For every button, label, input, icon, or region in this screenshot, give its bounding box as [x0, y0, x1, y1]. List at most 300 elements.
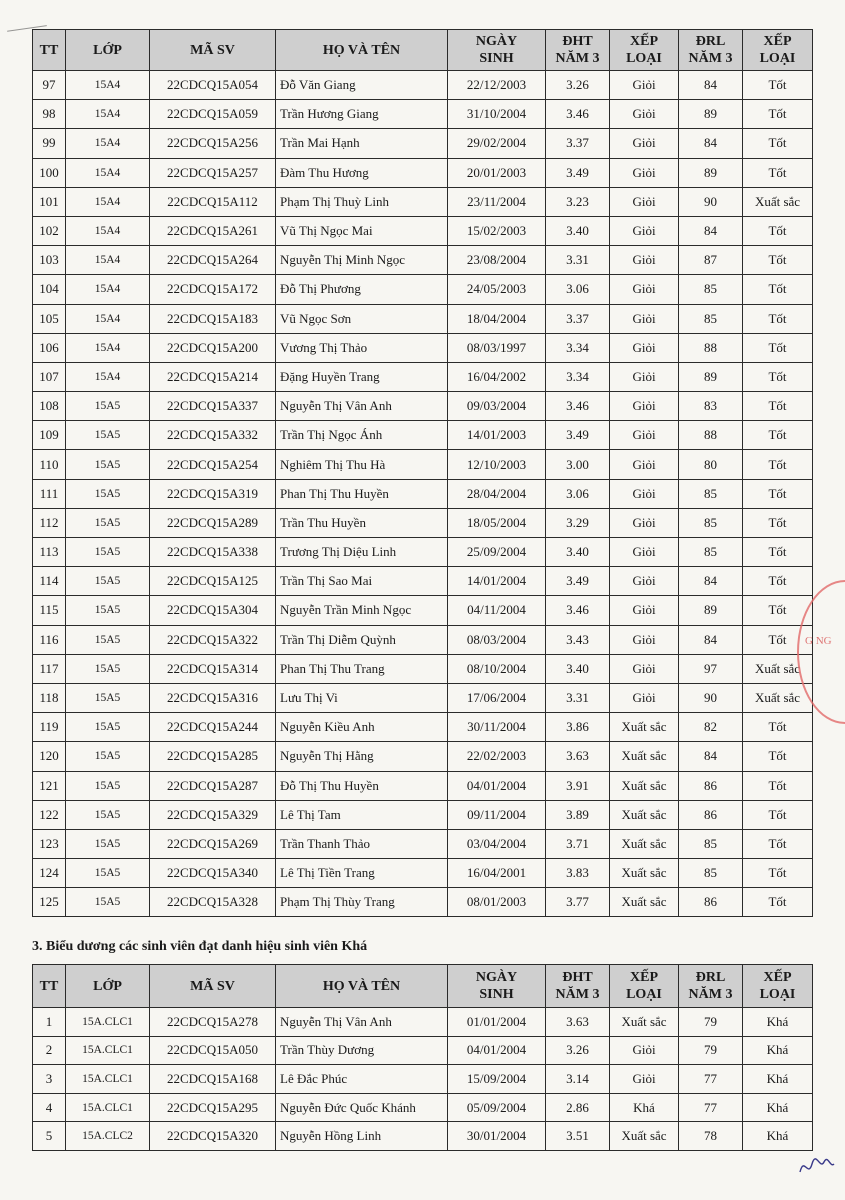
cell-drl: 77 — [679, 1093, 743, 1122]
cell-drl: 85 — [679, 508, 743, 537]
table-row — [33, 771, 813, 800]
cell-dht: 3.29 — [546, 508, 610, 537]
cell-masv: 22CDCQ15A287 — [150, 771, 276, 800]
table-row — [33, 479, 813, 508]
table-row — [33, 1122, 813, 1151]
cell-masv: 22CDCQ15A289 — [150, 508, 276, 537]
cell-xeploai-drl: Tốt — [743, 362, 813, 391]
cell-drl: 88 — [679, 333, 743, 362]
cell-masv: 22CDCQ15A322 — [150, 625, 276, 654]
cell-xeploai: Giỏi — [610, 246, 679, 275]
cell-masv: 22CDCQ15A054 — [150, 71, 276, 100]
cell-ngaysinh: 04/01/2004 — [448, 1036, 546, 1065]
cell-tt: 122 — [33, 800, 66, 829]
cell-dht: 3.26 — [546, 1036, 610, 1065]
cell-xeploai: Giỏi — [610, 362, 679, 391]
cell-lop: 15A5 — [66, 829, 150, 858]
cell-masv: 22CDCQ15A214 — [150, 362, 276, 391]
cell-lop: 15A5 — [66, 392, 150, 421]
cell-lop: 15A5 — [66, 538, 150, 567]
cell-lop: 15A.CLC1 — [66, 1036, 150, 1065]
cell-drl: 86 — [679, 800, 743, 829]
header-xeploai: XẾP LOẠI — [610, 965, 679, 1008]
cell-dht: 3.86 — [546, 713, 610, 742]
cell-dht: 3.31 — [546, 683, 610, 712]
cell-dht: 3.46 — [546, 100, 610, 129]
cell-drl: 79 — [679, 1036, 743, 1065]
table-row — [33, 654, 813, 683]
table-row — [33, 158, 813, 187]
cell-xeploai-drl: Tốt — [743, 596, 813, 625]
cell-dht: 3.63 — [546, 742, 610, 771]
cell-ngaysinh: 04/11/2004 — [448, 596, 546, 625]
cell-dht: 3.91 — [546, 771, 610, 800]
cell-masv: 22CDCQ15A059 — [150, 100, 276, 129]
cell-ngaysinh: 14/01/2003 — [448, 421, 546, 450]
cell-masv: 22CDCQ15A329 — [150, 800, 276, 829]
cell-lop: 15A5 — [66, 713, 150, 742]
cell-ngaysinh: 29/02/2004 — [448, 129, 546, 158]
header-masv: MÃ SV — [150, 965, 276, 1008]
cell-xeploai: Xuất sắc — [610, 713, 679, 742]
cell-xeploai-drl: Tốt — [743, 421, 813, 450]
cell-xeploai-drl: Xuất sắc — [743, 683, 813, 712]
cell-lop: 15A5 — [66, 683, 150, 712]
cell-drl: 84 — [679, 216, 743, 245]
cell-hoten: Lưu Thị Vi — [276, 683, 448, 712]
cell-lop: 15A4 — [66, 158, 150, 187]
cell-tt: 121 — [33, 771, 66, 800]
table-row — [33, 596, 813, 625]
cell-masv: 22CDCQ15A257 — [150, 158, 276, 187]
cell-xeploai-drl: Tốt — [743, 567, 813, 596]
header-tt: TT — [33, 30, 66, 71]
table-row — [33, 1093, 813, 1122]
cell-hoten: Trần Mai Hạnh — [276, 129, 448, 158]
cell-dht: 3.49 — [546, 158, 610, 187]
cell-dht: 3.37 — [546, 129, 610, 158]
cell-ngaysinh: 03/04/2004 — [448, 829, 546, 858]
cell-ngaysinh: 04/01/2004 — [448, 771, 546, 800]
cell-dht: 3.40 — [546, 216, 610, 245]
cell-tt: 107 — [33, 362, 66, 391]
table-row — [33, 187, 813, 216]
table-header-row — [33, 965, 813, 1008]
cell-lop: 15A5 — [66, 771, 150, 800]
header-lop: LỚP — [66, 30, 150, 71]
table-row — [33, 392, 813, 421]
cell-dht: 3.23 — [546, 187, 610, 216]
cell-xeploai: Giỏi — [610, 654, 679, 683]
cell-xeploai-drl: Tốt — [743, 625, 813, 654]
cell-lop: 15A4 — [66, 216, 150, 245]
cell-ngaysinh: 05/09/2004 — [448, 1093, 546, 1122]
cell-drl: 86 — [679, 771, 743, 800]
cell-dht: 2.86 — [546, 1093, 610, 1122]
cell-dht: 3.83 — [546, 859, 610, 888]
cell-masv: 22CDCQ15A269 — [150, 829, 276, 858]
cell-dht: 3.46 — [546, 392, 610, 421]
cell-hoten: Nguyễn Thị Vân Anh — [276, 392, 448, 421]
cell-ngaysinh: 23/08/2004 — [448, 246, 546, 275]
cell-xeploai-drl: Khá — [743, 1036, 813, 1065]
cell-lop: 15A5 — [66, 625, 150, 654]
header-hoten: HỌ VÀ TÊN — [276, 30, 448, 71]
table-row — [33, 1008, 813, 1037]
header-ngaysinh: NGÀY SINH — [448, 965, 546, 1008]
cell-dht: 3.63 — [546, 1008, 610, 1037]
cell-tt: 103 — [33, 246, 66, 275]
cell-drl: 85 — [679, 275, 743, 304]
cell-masv: 22CDCQ15A172 — [150, 275, 276, 304]
cell-dht: 3.49 — [546, 421, 610, 450]
cell-ngaysinh: 16/04/2002 — [448, 362, 546, 391]
cell-lop: 15A5 — [66, 742, 150, 771]
cell-xeploai-drl: Tốt — [743, 771, 813, 800]
cell-masv: 22CDCQ15A254 — [150, 450, 276, 479]
section-3-title: 3. Biểu dương các sinh viên đạt danh hiệu sinh viên Khá — [32, 939, 368, 954]
cell-masv: 22CDCQ15A125 — [150, 567, 276, 596]
table-row — [33, 333, 813, 362]
cell-xeploai: Giỏi — [610, 304, 679, 333]
cell-ngaysinh: 25/09/2004 — [448, 538, 546, 567]
table-row — [33, 246, 813, 275]
cell-xeploai: Giỏi — [610, 129, 679, 158]
cell-hoten: Lê Thị Tiền Trang — [276, 859, 448, 888]
cell-xeploai-drl: Tốt — [743, 304, 813, 333]
cell-tt: 118 — [33, 683, 66, 712]
cell-xeploai: Giỏi — [610, 567, 679, 596]
table-row — [33, 71, 813, 100]
cell-tt: 109 — [33, 421, 66, 450]
cell-dht: 3.31 — [546, 246, 610, 275]
cell-masv: 22CDCQ15A264 — [150, 246, 276, 275]
table-row — [33, 275, 813, 304]
cell-hoten: Đỗ Thị Phương — [276, 275, 448, 304]
cell-hoten: Trương Thị Diệu Linh — [276, 538, 448, 567]
cell-tt: 115 — [33, 596, 66, 625]
cell-drl: 79 — [679, 1008, 743, 1037]
cell-ngaysinh: 30/11/2004 — [448, 713, 546, 742]
cell-hoten: Vương Thị Thảo — [276, 333, 448, 362]
cell-ngaysinh: 09/03/2004 — [448, 392, 546, 421]
cell-tt: 106 — [33, 333, 66, 362]
cell-xeploai-drl: Tốt — [743, 713, 813, 742]
cell-dht: 3.51 — [546, 1122, 610, 1151]
cell-lop: 15A4 — [66, 362, 150, 391]
cell-xeploai: Giỏi — [610, 333, 679, 362]
cell-hoten: Nguyễn Kiều Anh — [276, 713, 448, 742]
cell-drl: 89 — [679, 362, 743, 391]
table-row — [33, 859, 813, 888]
cell-xeploai-drl: Xuất sắc — [743, 187, 813, 216]
cell-hoten: Phạm Thị Thuỳ Linh — [276, 187, 448, 216]
cell-lop: 15A5 — [66, 800, 150, 829]
cell-lop: 15A4 — [66, 275, 150, 304]
cell-hoten: Nguyễn Đức Quốc Khánh — [276, 1093, 448, 1122]
header-hoten: HỌ VÀ TÊN — [276, 965, 448, 1008]
cell-dht: 3.43 — [546, 625, 610, 654]
cell-ngaysinh: 24/05/2003 — [448, 275, 546, 304]
cell-masv: 22CDCQ15A285 — [150, 742, 276, 771]
cell-hoten: Nguyễn Thị Hằng — [276, 742, 448, 771]
cell-hoten: Lê Thị Tam — [276, 800, 448, 829]
cell-ngaysinh: 20/01/2003 — [448, 158, 546, 187]
cell-hoten: Đàm Thu Hương — [276, 158, 448, 187]
cell-xeploai: Xuất sắc — [610, 859, 679, 888]
cell-masv: 22CDCQ15A337 — [150, 392, 276, 421]
cell-hoten: Trần Thị Diễm Quỳnh — [276, 625, 448, 654]
cell-masv: 22CDCQ15A304 — [150, 596, 276, 625]
header-xeploai-drl: XẾP LOẠI — [743, 965, 813, 1008]
cell-xeploai-drl: Tốt — [743, 888, 813, 917]
student-table-gioi — [32, 29, 813, 917]
cell-drl: 78 — [679, 1122, 743, 1151]
table-row — [33, 508, 813, 537]
cell-drl: 87 — [679, 246, 743, 275]
cell-ngaysinh: 22/12/2003 — [448, 71, 546, 100]
cell-tt: 102 — [33, 216, 66, 245]
cell-tt: 105 — [33, 304, 66, 333]
cell-drl: 77 — [679, 1065, 743, 1094]
cell-drl: 86 — [679, 888, 743, 917]
cell-xeploai-drl: Tốt — [743, 742, 813, 771]
header-tt: TT — [33, 965, 66, 1008]
cell-dht: 3.71 — [546, 829, 610, 858]
cell-drl: 89 — [679, 596, 743, 625]
cell-masv: 22CDCQ15A314 — [150, 654, 276, 683]
cell-lop: 15A4 — [66, 129, 150, 158]
cell-xeploai: Giỏi — [610, 508, 679, 537]
cell-xeploai: Giỏi — [610, 1065, 679, 1094]
cell-masv: 22CDCQ15A295 — [150, 1093, 276, 1122]
header-xeploai: XẾP LOẠI — [610, 30, 679, 71]
cell-xeploai: Giỏi — [610, 71, 679, 100]
cell-hoten: Phan Thị Thu Trang — [276, 654, 448, 683]
header-lop: LỚP — [66, 965, 150, 1008]
cell-masv: 22CDCQ15A256 — [150, 129, 276, 158]
cell-hoten: Trần Thùy Dương — [276, 1036, 448, 1065]
cell-xeploai-drl: Tốt — [743, 538, 813, 567]
cell-ngaysinh: 08/01/2003 — [448, 888, 546, 917]
cell-xeploai-drl: Tốt — [743, 100, 813, 129]
cell-masv: 22CDCQ15A319 — [150, 479, 276, 508]
cell-xeploai-drl: Tốt — [743, 450, 813, 479]
cell-drl: 84 — [679, 625, 743, 654]
cell-lop: 15A4 — [66, 71, 150, 100]
cell-tt: 125 — [33, 888, 66, 917]
cell-lop: 15A5 — [66, 567, 150, 596]
cell-drl: 84 — [679, 71, 743, 100]
cell-lop: 15A4 — [66, 100, 150, 129]
cell-xeploai-drl: Tốt — [743, 246, 813, 275]
cell-xeploai-drl: Tốt — [743, 392, 813, 421]
cell-dht: 3.34 — [546, 362, 610, 391]
cell-tt: 120 — [33, 742, 66, 771]
cell-tt: 4 — [33, 1093, 66, 1122]
cell-hoten: Nguyễn Trần Minh Ngọc — [276, 596, 448, 625]
table-row — [33, 1065, 813, 1094]
cell-hoten: Trần Thanh Thảo — [276, 829, 448, 858]
table-row — [33, 100, 813, 129]
cell-tt: 99 — [33, 129, 66, 158]
cell-lop: 15A5 — [66, 479, 150, 508]
header-drl: ĐRL NĂM 3 — [679, 965, 743, 1008]
cell-lop: 15A5 — [66, 421, 150, 450]
table-row — [33, 683, 813, 712]
cell-hoten: Phan Thị Thu Huyền — [276, 479, 448, 508]
table-header-row — [33, 30, 813, 71]
cell-masv: 22CDCQ15A340 — [150, 859, 276, 888]
cell-xeploai-drl: Tốt — [743, 829, 813, 858]
cell-hoten: Trần Hương Giang — [276, 100, 448, 129]
cell-xeploai: Xuất sắc — [610, 1122, 679, 1151]
cell-tt: 110 — [33, 450, 66, 479]
cell-lop: 15A4 — [66, 187, 150, 216]
cell-xeploai-drl: Khá — [743, 1008, 813, 1037]
cell-hoten: Phạm Thị Thùy Trang — [276, 888, 448, 917]
cell-xeploai: Giỏi — [610, 216, 679, 245]
cell-hoten: Nguyễn Thị Vân Anh — [276, 1008, 448, 1037]
cell-masv: 22CDCQ15A050 — [150, 1036, 276, 1065]
cell-drl: 85 — [679, 829, 743, 858]
cell-xeploai: Khá — [610, 1093, 679, 1122]
cell-dht: 3.77 — [546, 888, 610, 917]
cell-tt: 97 — [33, 71, 66, 100]
cell-lop: 15A4 — [66, 333, 150, 362]
cell-ngaysinh: 18/05/2004 — [448, 508, 546, 537]
cell-tt: 101 — [33, 187, 66, 216]
cell-drl: 97 — [679, 654, 743, 683]
cell-drl: 85 — [679, 304, 743, 333]
cell-ngaysinh: 01/01/2004 — [448, 1008, 546, 1037]
cell-lop: 15A5 — [66, 450, 150, 479]
cell-hoten: Trần Thu Huyền — [276, 508, 448, 537]
cell-xeploai-drl: Xuất sắc — [743, 654, 813, 683]
header-xeploai-drl: XẾP LOẠI — [743, 30, 813, 71]
cell-tt: 117 — [33, 654, 66, 683]
cell-hoten: Đỗ Văn Giang — [276, 71, 448, 100]
cell-lop: 15A5 — [66, 859, 150, 888]
cell-xeploai: Giỏi — [610, 392, 679, 421]
cell-hoten: Lê Đắc Phúc — [276, 1065, 448, 1094]
cell-xeploai: Xuất sắc — [610, 1008, 679, 1037]
cell-ngaysinh: 18/04/2004 — [448, 304, 546, 333]
cell-xeploai: Giỏi — [610, 625, 679, 654]
cell-masv: 22CDCQ15A112 — [150, 187, 276, 216]
cell-masv: 22CDCQ15A244 — [150, 713, 276, 742]
cell-dht: 3.37 — [546, 304, 610, 333]
cell-hoten: Nguyễn Hồng Linh — [276, 1122, 448, 1151]
cell-ngaysinh: 14/01/2004 — [448, 567, 546, 596]
cell-drl: 90 — [679, 683, 743, 712]
cell-hoten: Trần Thị Sao Mai — [276, 567, 448, 596]
cell-tt: 112 — [33, 508, 66, 537]
cell-tt: 123 — [33, 829, 66, 858]
cell-masv: 22CDCQ15A332 — [150, 421, 276, 450]
cell-xeploai-drl: Tốt — [743, 129, 813, 158]
table-row — [33, 450, 813, 479]
cell-ngaysinh: 08/10/2004 — [448, 654, 546, 683]
cell-masv: 22CDCQ15A278 — [150, 1008, 276, 1037]
cell-dht: 3.14 — [546, 1065, 610, 1094]
cell-tt: 100 — [33, 158, 66, 187]
cell-xeploai-drl: Tốt — [743, 508, 813, 537]
cell-ngaysinh: 22/02/2003 — [448, 742, 546, 771]
header-ngaysinh: NGÀY SINH — [448, 30, 546, 71]
cell-dht: 3.40 — [546, 654, 610, 683]
cell-masv: 22CDCQ15A316 — [150, 683, 276, 712]
cell-tt: 1 — [33, 1008, 66, 1037]
cell-tt: 113 — [33, 538, 66, 567]
cell-drl: 85 — [679, 859, 743, 888]
table-row — [33, 1036, 813, 1065]
cell-xeploai-drl: Tốt — [743, 158, 813, 187]
cell-dht: 3.34 — [546, 333, 610, 362]
cell-ngaysinh: 28/04/2004 — [448, 479, 546, 508]
cell-drl: 88 — [679, 421, 743, 450]
table-row — [33, 129, 813, 158]
cell-lop: 15A4 — [66, 246, 150, 275]
cell-tt: 104 — [33, 275, 66, 304]
cell-lop: 15A5 — [66, 508, 150, 537]
cell-xeploai: Giỏi — [610, 450, 679, 479]
cell-xeploai: Xuất sắc — [610, 888, 679, 917]
cell-hoten: Đặng Huyền Trang — [276, 362, 448, 391]
cell-hoten: Trần Thị Ngọc Ánh — [276, 421, 448, 450]
cell-drl: 84 — [679, 567, 743, 596]
cell-hoten: Nghiêm Thị Thu Hà — [276, 450, 448, 479]
cell-hoten: Nguyễn Thị Minh Ngọc — [276, 246, 448, 275]
cell-dht: 3.26 — [546, 71, 610, 100]
cell-lop: 15A.CLC1 — [66, 1008, 150, 1037]
cell-xeploai-drl: Tốt — [743, 859, 813, 888]
table-row — [33, 713, 813, 742]
cell-dht: 3.46 — [546, 596, 610, 625]
table-row — [33, 216, 813, 245]
table-row — [33, 304, 813, 333]
cell-xeploai-drl: Tốt — [743, 216, 813, 245]
table-row — [33, 625, 813, 654]
cell-drl: 85 — [679, 479, 743, 508]
cell-xeploai-drl: Tốt — [743, 333, 813, 362]
cell-drl: 89 — [679, 100, 743, 129]
cell-dht: 3.49 — [546, 567, 610, 596]
cell-masv: 22CDCQ15A338 — [150, 538, 276, 567]
cell-masv: 22CDCQ15A200 — [150, 333, 276, 362]
cell-hoten: Đỗ Thị Thu Huyền — [276, 771, 448, 800]
cell-lop: 15A4 — [66, 304, 150, 333]
cell-tt: 111 — [33, 479, 66, 508]
cell-dht: 3.06 — [546, 479, 610, 508]
cell-xeploai-drl: Khá — [743, 1093, 813, 1122]
cell-dht: 3.06 — [546, 275, 610, 304]
cell-dht: 3.40 — [546, 538, 610, 567]
cell-xeploai: Giỏi — [610, 479, 679, 508]
cell-xeploai: Giỏi — [610, 596, 679, 625]
cell-masv: 22CDCQ15A168 — [150, 1065, 276, 1094]
table-row — [33, 538, 813, 567]
cell-xeploai: Giỏi — [610, 275, 679, 304]
cell-lop: 15A.CLC1 — [66, 1065, 150, 1094]
table-row — [33, 421, 813, 450]
cell-xeploai: Giỏi — [610, 1036, 679, 1065]
cell-masv: 22CDCQ15A261 — [150, 216, 276, 245]
cell-ngaysinh: 30/01/2004 — [448, 1122, 546, 1151]
cell-tt: 119 — [33, 713, 66, 742]
cell-hoten: Vũ Ngọc Sơn — [276, 304, 448, 333]
cell-xeploai: Giỏi — [610, 158, 679, 187]
